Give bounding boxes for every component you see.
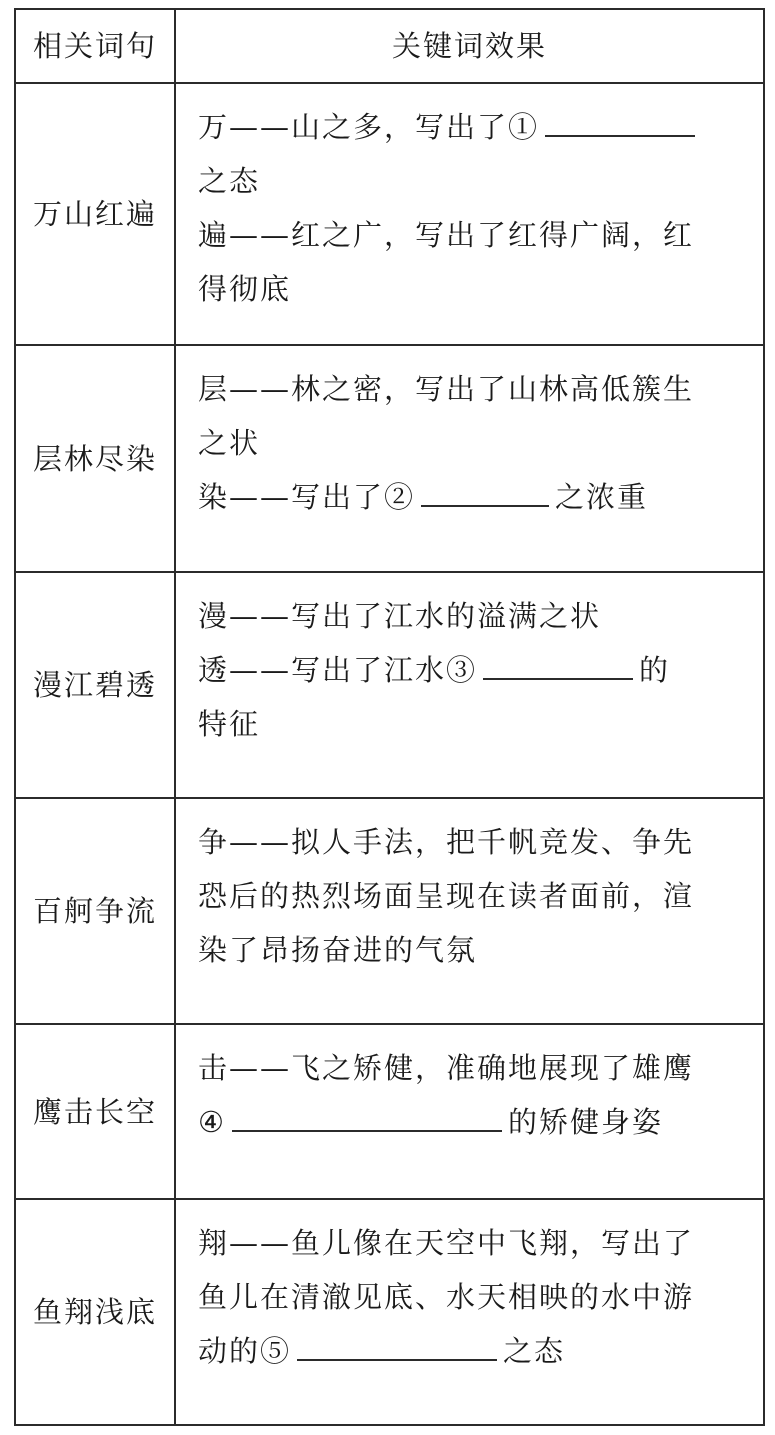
row-phrase: 层林尽染	[15, 345, 175, 571]
row-effect	[175, 83, 764, 345]
fill-in-blank-1[interactable]	[545, 105, 695, 137]
effect-text: 鱼儿在清澈见底、水天相映的水中游	[198, 1279, 695, 1314]
header-keyword-effect: 关键词效果	[175, 9, 764, 83]
row-effect	[175, 572, 764, 798]
poem-keyword-table	[14, 8, 765, 1426]
effect-text: 染——写出了②	[198, 480, 416, 515]
table-row	[15, 572, 764, 798]
effect-text: 翔——鱼儿像在天空中飞翔，写出了	[198, 1225, 695, 1260]
row-effect	[175, 1199, 764, 1425]
effect-text: 的矫健身姿	[508, 1105, 664, 1140]
effect-text: 特征	[198, 706, 261, 741]
effect-text: 争——拟人手法，把千帆竞发、争先	[198, 825, 695, 860]
effect-text: 漫——写出了江水的溢满之状	[198, 598, 602, 633]
table-row	[15, 1199, 764, 1425]
answer-table-container	[14, 8, 765, 1426]
row-effect	[175, 1024, 764, 1198]
effect-text: 万——山之多，写出了①	[198, 110, 540, 145]
row-phrase: 漫江碧透	[15, 572, 175, 798]
effect-text: 的	[639, 652, 671, 687]
row-phrase: 鹰击长空	[15, 1024, 175, 1198]
row-effect	[175, 798, 764, 1024]
effect-text: 层——林之密，写出了山林高低簇生	[198, 372, 695, 407]
row-phrase: 万山红遍	[15, 83, 175, 345]
table-row	[15, 1024, 764, 1198]
table-row	[15, 83, 764, 345]
effect-text: 透——写出了江水③	[198, 652, 478, 687]
effect-text: 之浓重	[555, 480, 649, 515]
header-related-phrases: 相关词句	[15, 9, 175, 83]
effect-text: 之态	[198, 164, 261, 199]
effect-text: 染了昂扬奋进的气氛	[198, 933, 478, 968]
table-row	[15, 345, 764, 571]
row-effect	[175, 345, 764, 571]
effect-text: 遍——红之广，写出了红得广阔，红	[198, 218, 695, 253]
effect-text: 得彻底	[198, 272, 292, 307]
effect-text: ④	[198, 1105, 226, 1140]
table-header-row	[15, 9, 764, 83]
row-phrase: 鱼翔浅底	[15, 1199, 175, 1425]
effect-text: 之态	[503, 1333, 566, 1368]
fill-in-blank-2[interactable]	[421, 475, 549, 507]
fill-in-blank-5[interactable]	[297, 1329, 497, 1361]
row-phrase: 百舸争流	[15, 798, 175, 1024]
effect-text: 动的⑤	[198, 1333, 292, 1368]
fill-in-blank-3[interactable]	[483, 648, 633, 680]
effect-text: 击——飞之矫健，准确地展现了雄鹰	[198, 1051, 695, 1086]
effect-text: 恐后的热烈场面呈现在读者面前，渲	[198, 879, 695, 914]
effect-text: 之状	[198, 426, 261, 461]
table-row	[15, 798, 764, 1024]
fill-in-blank-4[interactable]	[232, 1100, 502, 1132]
